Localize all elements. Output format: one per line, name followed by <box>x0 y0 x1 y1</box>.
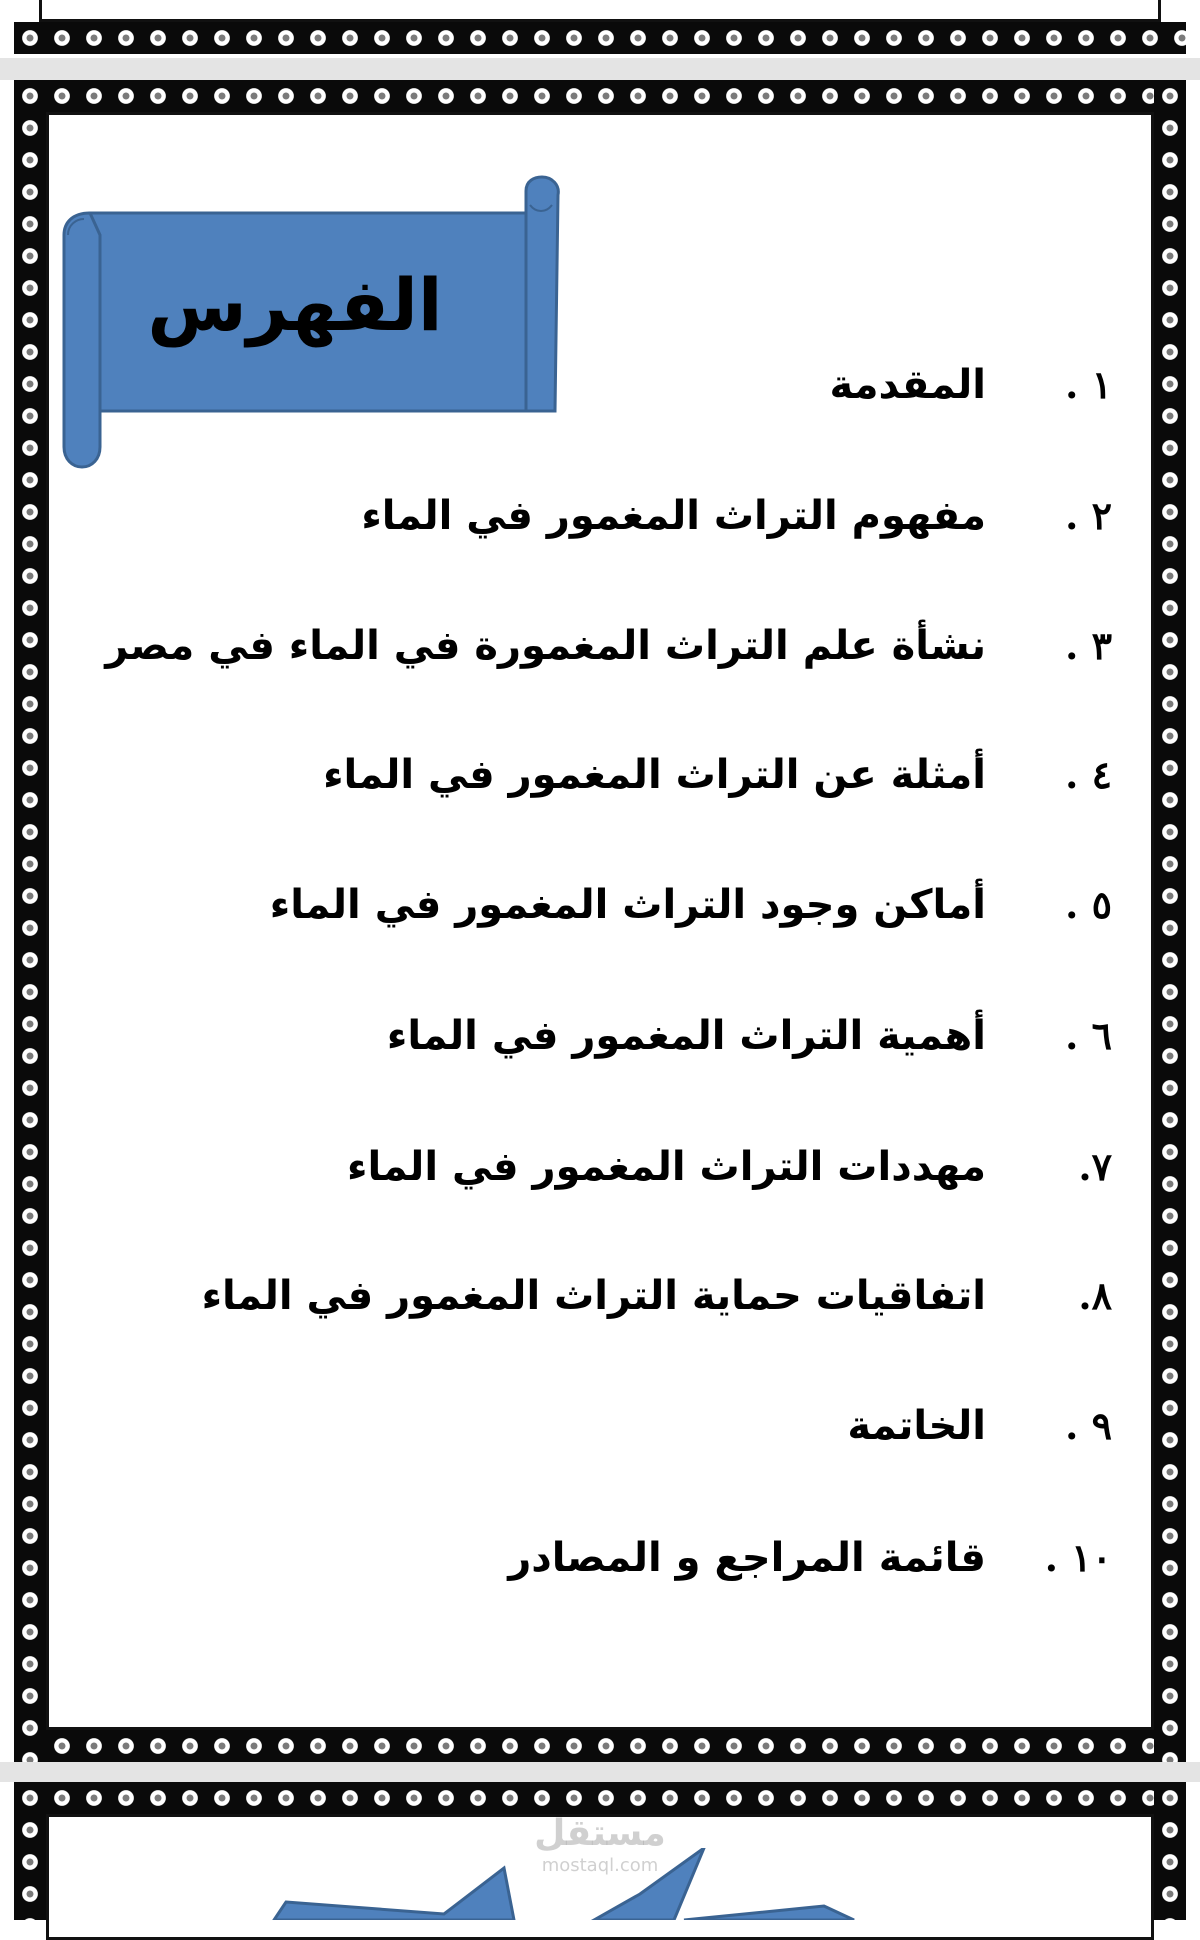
page-border-top <box>14 80 1186 112</box>
toc-item-label: الخاتمة <box>847 1403 986 1449</box>
watermark <box>520 1812 680 1876</box>
toc-item-7 <box>0 1127 1200 1207</box>
previous-page-border-bottom <box>14 22 1186 54</box>
toc-item-label: أماكن وجود التراث المغمور في الماء <box>269 882 986 928</box>
page-border-bottom <box>14 1730 1186 1762</box>
toc-item-9 <box>0 1386 1200 1466</box>
page-separator <box>0 58 1200 80</box>
toc-item-number: ٩ . <box>1065 1403 1112 1448</box>
toc-item-number: ٧. <box>1078 1144 1112 1189</box>
next-page-border-left <box>14 1782 46 1920</box>
watermark-domain: mostaql.com <box>541 1855 659 1876</box>
toc-item-5 <box>0 865 1200 945</box>
toc-item-1 <box>0 345 1200 425</box>
previous-page-frame <box>39 0 1161 22</box>
toc-item-3 <box>0 606 1200 686</box>
toc-item-label: قائمة المراجع و المصادر <box>508 1535 986 1581</box>
previous-page <box>14 0 1186 58</box>
toc-item-number: ٤ . <box>1065 752 1112 797</box>
toc-item-4 <box>0 735 1200 815</box>
index-title: الفهرس <box>147 263 443 347</box>
toc-item-number: ١ . <box>1065 362 1112 407</box>
toc-item-2 <box>0 476 1200 556</box>
toc-item-number: ٦ . <box>1065 1013 1112 1058</box>
toc-item-6 <box>0 996 1200 1076</box>
toc-item-8 <box>0 1256 1200 1336</box>
toc-item-label: مفهوم التراث المغمور في الماء <box>361 493 986 539</box>
toc-item-label: نشأة علم التراث المغمورة في الماء في مصر <box>105 623 986 669</box>
toc-item-label: مهددات التراث المغمور في الماء <box>347 1144 986 1190</box>
toc-item-number: ٢ . <box>1065 493 1112 538</box>
toc-item-label: أهمية التراث المغمور في الماء <box>386 1013 986 1059</box>
next-page-border-right <box>1154 1782 1186 1920</box>
toc-item-10 <box>0 1518 1200 1598</box>
watermark-brand: مستقل <box>534 1813 666 1854</box>
toc-item-number: ١٠ . <box>1044 1535 1112 1580</box>
toc-item-label: اتفاقيات حماية التراث المغمور في الماء <box>201 1273 986 1319</box>
toc-item-number: ٥ . <box>1065 882 1112 927</box>
next-page-border-top <box>14 1782 1186 1814</box>
toc-item-label: المقدمة <box>829 362 986 408</box>
toc-item-number: ٨. <box>1078 1273 1112 1318</box>
toc-item-label: أمثلة عن التراث المغمور في الماء <box>323 752 986 798</box>
page-separator <box>0 1762 1200 1782</box>
toc-item-number: ٣ . <box>1065 623 1112 668</box>
